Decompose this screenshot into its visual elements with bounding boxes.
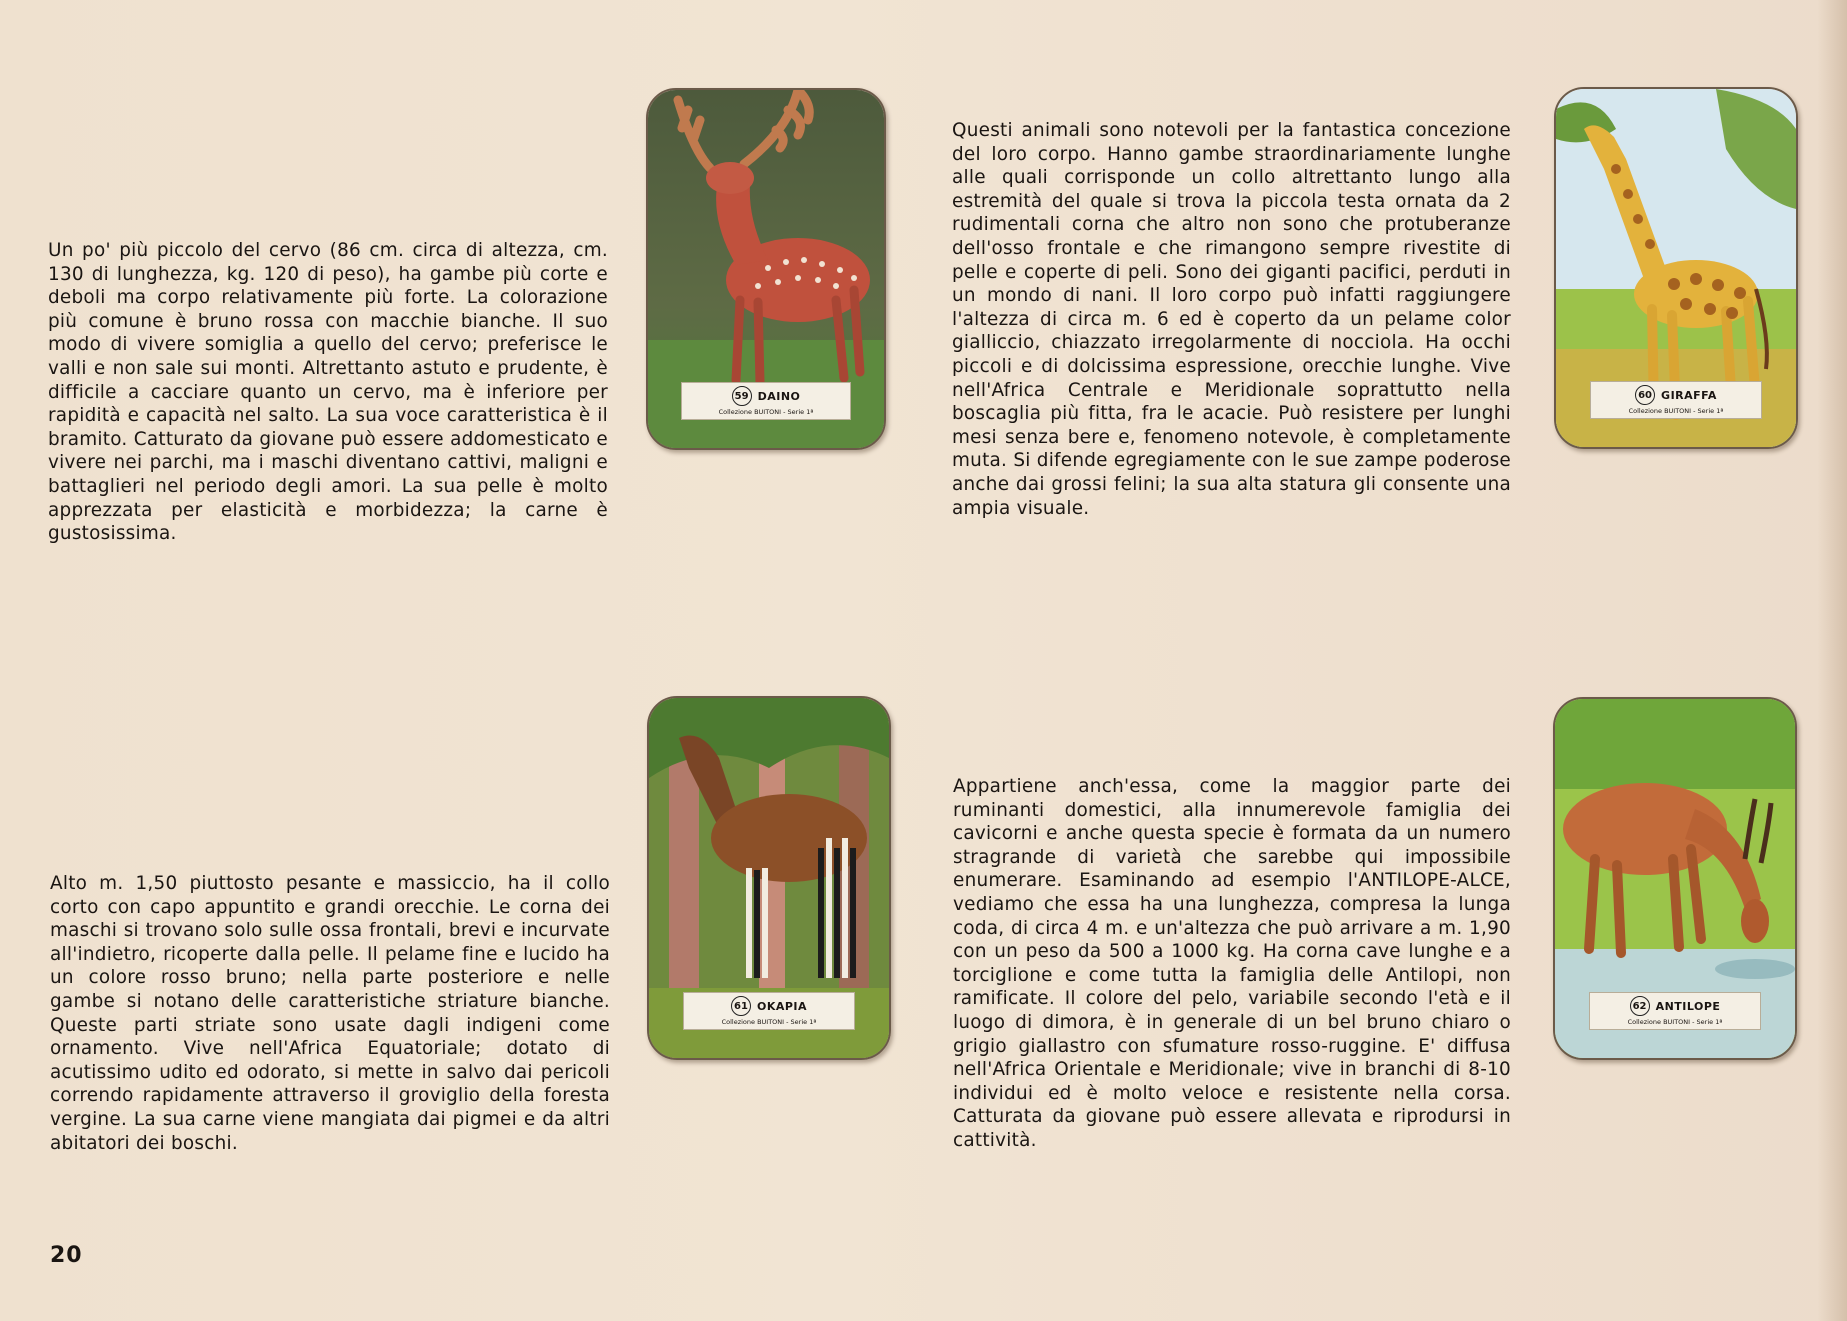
card-label	[1589, 992, 1762, 1030]
page-number: 20	[50, 1243, 83, 1268]
card-name: OKAPIA	[756, 999, 808, 1013]
card-number: 59	[732, 386, 752, 406]
card-number: 60	[1635, 385, 1655, 405]
card-label	[683, 992, 856, 1030]
sticker-card-antilope	[1553, 697, 1797, 1060]
card-series: Collezione BUITONI - Serie 1ª	[718, 408, 814, 416]
card-label	[1590, 381, 1763, 419]
sticker-card-daino	[646, 88, 886, 450]
sticker-card-giraffa	[1554, 87, 1798, 449]
card-number: 61	[731, 996, 751, 1016]
card-name: ANTILOPE	[1655, 999, 1721, 1013]
entry-antilope-text: Appartiene anch'essa, come la maggior parte dei ruminanti domestici, alla innumerevole famiglia dei cavicorni e anche questa specie è formata da un numero stragrande di varietà che sarebbe qui impossibile enumerare. Esaminando ad esempio l'ANTILOPE-ALCE, vediamo che essa ha una lunghezza, compresa la lunga coda, di circa 4 m. e un'altezza che può arrivare a m. 1,90 con un peso da 500 a 1000 kg. Ha corna cave lunghe e a torciglione e come tutta la famiglia delle Antilopi, non ramificate. Il colore del pelo, variabile secondo l'età e il luogo di dimora, è in generale di un bel bruno chiaro o grigio giallastro con sfumature rosso-ruggine. E' diffusa nell'Africa Orientale e Meridionale; vive in branchi di 8-10 individui ed è molto veloce e resistente nella corsa. Catturata da giovane può essere allevata e riprodursi in cattività.	[953, 776, 1511, 1151]
card-series: Collezione BUITONI - Serie 1ª	[1628, 407, 1724, 415]
card-number: 62	[1630, 996, 1650, 1016]
card-series: Collezione BUITONI - Serie 1ª	[1627, 1018, 1723, 1026]
card-series: Collezione BUITONI - Serie 1ª	[721, 1018, 817, 1026]
card-label	[681, 382, 851, 420]
sticker-card-okapia	[647, 696, 891, 1060]
card-name: GIRAFFA	[1661, 388, 1717, 402]
entry-giraffa-text: Questi animali sono notevoli per la fantastica concezione del loro corpo. Hanno gambe straordinariamente lunghe alle quali corrisponde un collo altrettanto lungo alla estremità del quale si trova la piccola testa ornata da 2 rudimentali corna che altro non sono che protuberanze dell'osso frontale e che rimangono sempre rivestite di pelle e coperte di peli. Sono dei giganti pacifici, perduti in un mondo di nani. Il loro corpo può infatti raggiungere l'altezza di circa m. 6 ed è coperto da un pelame color gialliccio, chiazzato irregolarmente di nocciola. Ha occhi piccoli e di dolcissima espressione, orecchie lunghe. Vive nell'Africa Centrale e Meridionale soprattutto nella boscaglia più fitta, fra le acacie. Può resistere per lunghi mesi senza bere e, fenomeno notevole, è completamente muta. Si difende egregiamente con le sue zampe poderose anche dai grossi felini; la sua alta statura gli consente una ampia visuale.	[952, 120, 1511, 519]
entry-daino-text: Un po' più piccolo del cervo (86 cm. circa di altezza, cm. 130 di lunghezza, kg. 120 di peso), ha gambe più corte e deboli ma corpo relativamente più forte. La colorazione più comune è bruno rossa con macchie bianche. Il suo modo di vivere somiglia a quello del cervo; preferisce le valli e non sale sui monti. Altrettanto astuto e prudente, è difficile a cacciare quanto un cervo, ma è inferiore per rapidità e capacità nel salto. La sua voce caratteristica è il bramito. Catturato da giovane può essere addomesticato e vivere nei parchi, ma i maschi diventano cattivi, maligni e battaglieri nel periodo degli amori. La sua pelle è molto apprezzata per elasticità e morbidezza; la carne è gustosissima.	[48, 240, 608, 545]
entry-okapia-text: Alto m. 1,50 piuttosto pesante e massiccio, ha il collo corto con capo appuntito e grandi orecchie. Le corna dei maschi si trovano solo sulle ossa frontali, brevi e incurvate all'indietro, ricoperte dalla pelle. Il pelame fine e lucido ha un colore rosso bruno; nella parte posteriore e nelle gambe si notano delle caratteristiche striature bianche. Queste parti striate sono usate dagli indigeni come ornamento. Vive nell'Africa Equatoriale; dotato di acutissimo udito ed odorato, si mette in salvo dai pericoli correndo rapidamente attraverso il groviglio della foresta vergine. La sua carne viene mangiata dai pigmei e da altri abitatori dei boschi.	[50, 873, 610, 1154]
card-name: DAINO	[757, 389, 801, 403]
